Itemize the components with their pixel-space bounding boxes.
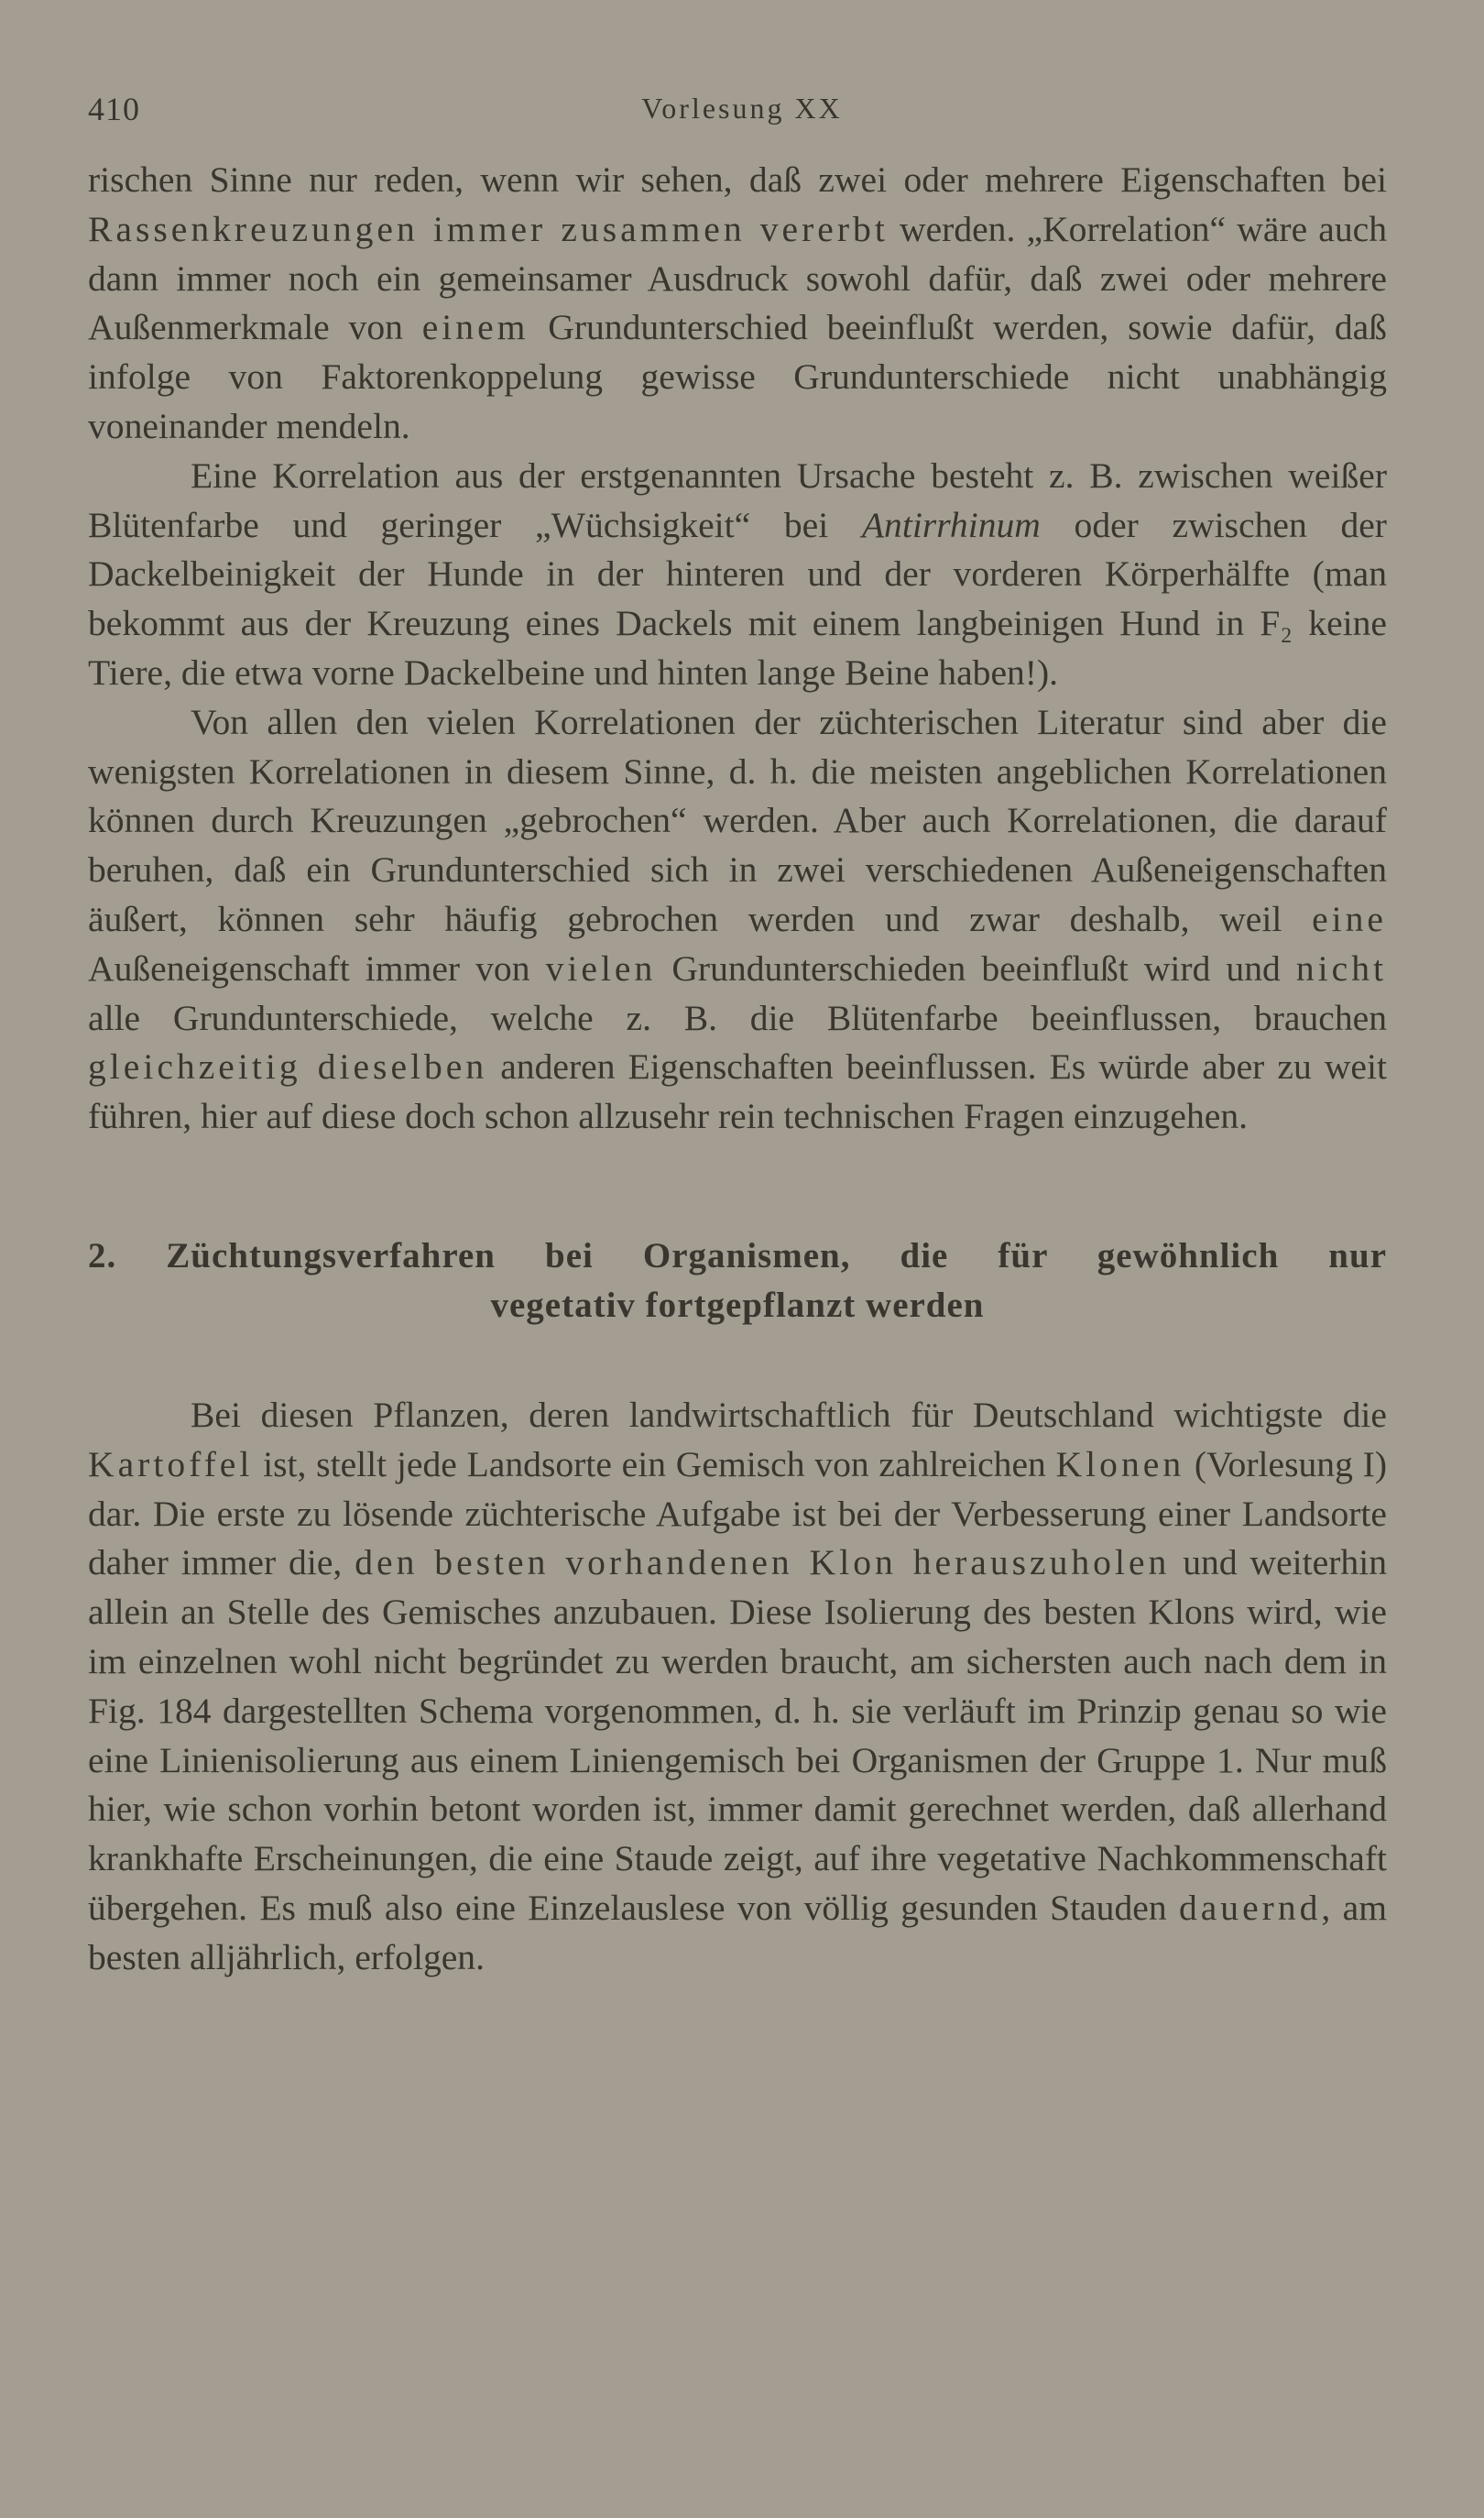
section-heading-line-1: 2. Züchtungsverfahren bei Organismen, die für gewöhnlich nur — [88, 1235, 1387, 1275]
page-number: 410 — [88, 91, 140, 127]
paragraph-1 — [88, 156, 1387, 452]
spaced-emphasis: gleichzeitig dieselben — [88, 1046, 488, 1088]
spaced-emphasis: Klonen — [1055, 1443, 1185, 1484]
spaced-emphasis: dauernd — [1178, 1887, 1322, 1928]
paragraph-3 — [88, 698, 1387, 1142]
spaced-emphasis: vielen — [545, 947, 657, 989]
paragraph-4 — [88, 1391, 1387, 1983]
text-run: Grundunterschied beeinflußt werden, sowie dafür, daß infolge von Faktorenkoppelung gewisse Grundunterschiede nicht unabhängig voneinander mendeln. — [88, 307, 1387, 446]
section-heading — [88, 1232, 1387, 1330]
spaced-emphasis: einem — [421, 307, 529, 348]
text-run: ist, stellt jede Landsorte ein Gemisch von zahlreichen — [253, 1443, 1056, 1484]
text-run: alle Grundunterschiede, welche z. B. die Blütenfarbe beeinflussen, brauchen — [88, 997, 1387, 1038]
text-run: Bei diesen Pflanzen, deren landwirtschaftlich für Deutschland wichtigste die — [191, 1394, 1387, 1435]
spaced-emphasis: Kartoffel — [88, 1443, 254, 1484]
text-run: (Vorlesung I) dar. Die erste zu lösende züchterische Aufgabe ist bei der Verbesserung einer Landsorte daher immer die, — [88, 1443, 1387, 1583]
spaced-emphasis: nicht — [1295, 947, 1387, 989]
spaced-emphasis: den besten vorhandenen Klon herauszuholen — [355, 1542, 1171, 1583]
page-body — [88, 156, 1387, 1983]
text-run: und weiterhin allein an Stelle des Gemisches anzubauen. Diese Isolierung des besten Klons wird, wie im einzelnen wohl nicht begründet zu werden braucht, am sichersten auch nach dem in Fig. 184 dargestellten Schema vorgenommen, d. h. sie verläuft im Prinzip genau so wie eine Linienisolierung aus einem Liniengemisch bei Organismen der Gruppe 1. Nur muß hier, wie schon vorhin betont worden ist, immer damit gerechnet werden, daß allerhand krankhafte Erscheinungen, die eine Staude zeigt, auf ihre vegetative Nachkommenschaft übergehen. Es muß also eine Einzelauslese von völlig gesunden Stauden — [88, 1542, 1387, 1928]
text-run: Von allen den vielen Korrelationen der züchterischen Literatur sind aber die wenigsten Korrelationen in diesem Sinne, d. h. die meisten angeblichen Korrelationen können durch Kreuzungen „gebrochen“ werden. Aber auch Korrelationen, die darauf beruhen, daß ein Grundunterschied sich in zwei verschiedenen Außeneigenschaften äußert, können sehr häufig gebrochen werden und zwar deshalb, weil — [88, 701, 1387, 939]
running-head: Vorlesung XX — [641, 92, 843, 125]
section-heading-line-2: vegetativ fortgepflanzt werden — [490, 1285, 985, 1325]
page-header — [88, 90, 1396, 145]
text-run: anderen Eigenschaften beeinflussen. Es würde aber zu weit führen, hier auf diese doch schon allzusehr rein technischen Fragen einzugehen. — [88, 1046, 1387, 1137]
text-run: werden. „Korrelation“ wäre auch dann immer noch ein gemeinsamer Ausdruck sowohl dafür, daß zwei oder mehrere Außenmerkmale von — [88, 208, 1387, 348]
spaced-emphasis: Rassenkreuzungen immer zusammen vererbt — [88, 208, 889, 249]
text-run: Eine Korrelation aus der erstgenannten Ursache besteht z. B. zwischen weißer Blütenfarbe und geringer „Wüchsigkeit“ bei — [88, 454, 1387, 545]
italic-taxon: Antirrhinum — [861, 504, 1041, 545]
text-run: Grundunterschieden beeinflußt wird und — [656, 947, 1296, 989]
text-run: , am besten alljährlich, erfolgen. — [88, 1887, 1387, 1977]
spaced-emphasis: eine — [1312, 898, 1387, 939]
text-run: Außeneigenschaft immer von — [88, 947, 546, 989]
text-run: oder zwischen der Dackelbeinigkeit der Hunde in der hinteren und der vorderen Körperhälfte (man bekommt aus der Kreuzung eines Dackels mit einem langbeinigen Hund in F₂ keine Tiere, die etwa vorne Dackelbeine und hinten lange Beine haben!). — [88, 504, 1387, 693]
paragraph-2 — [88, 452, 1387, 698]
text-run: rischen Sinne nur reden, wenn wir sehen, daß zwei oder mehrere Eigenschaften bei — [88, 159, 1387, 200]
